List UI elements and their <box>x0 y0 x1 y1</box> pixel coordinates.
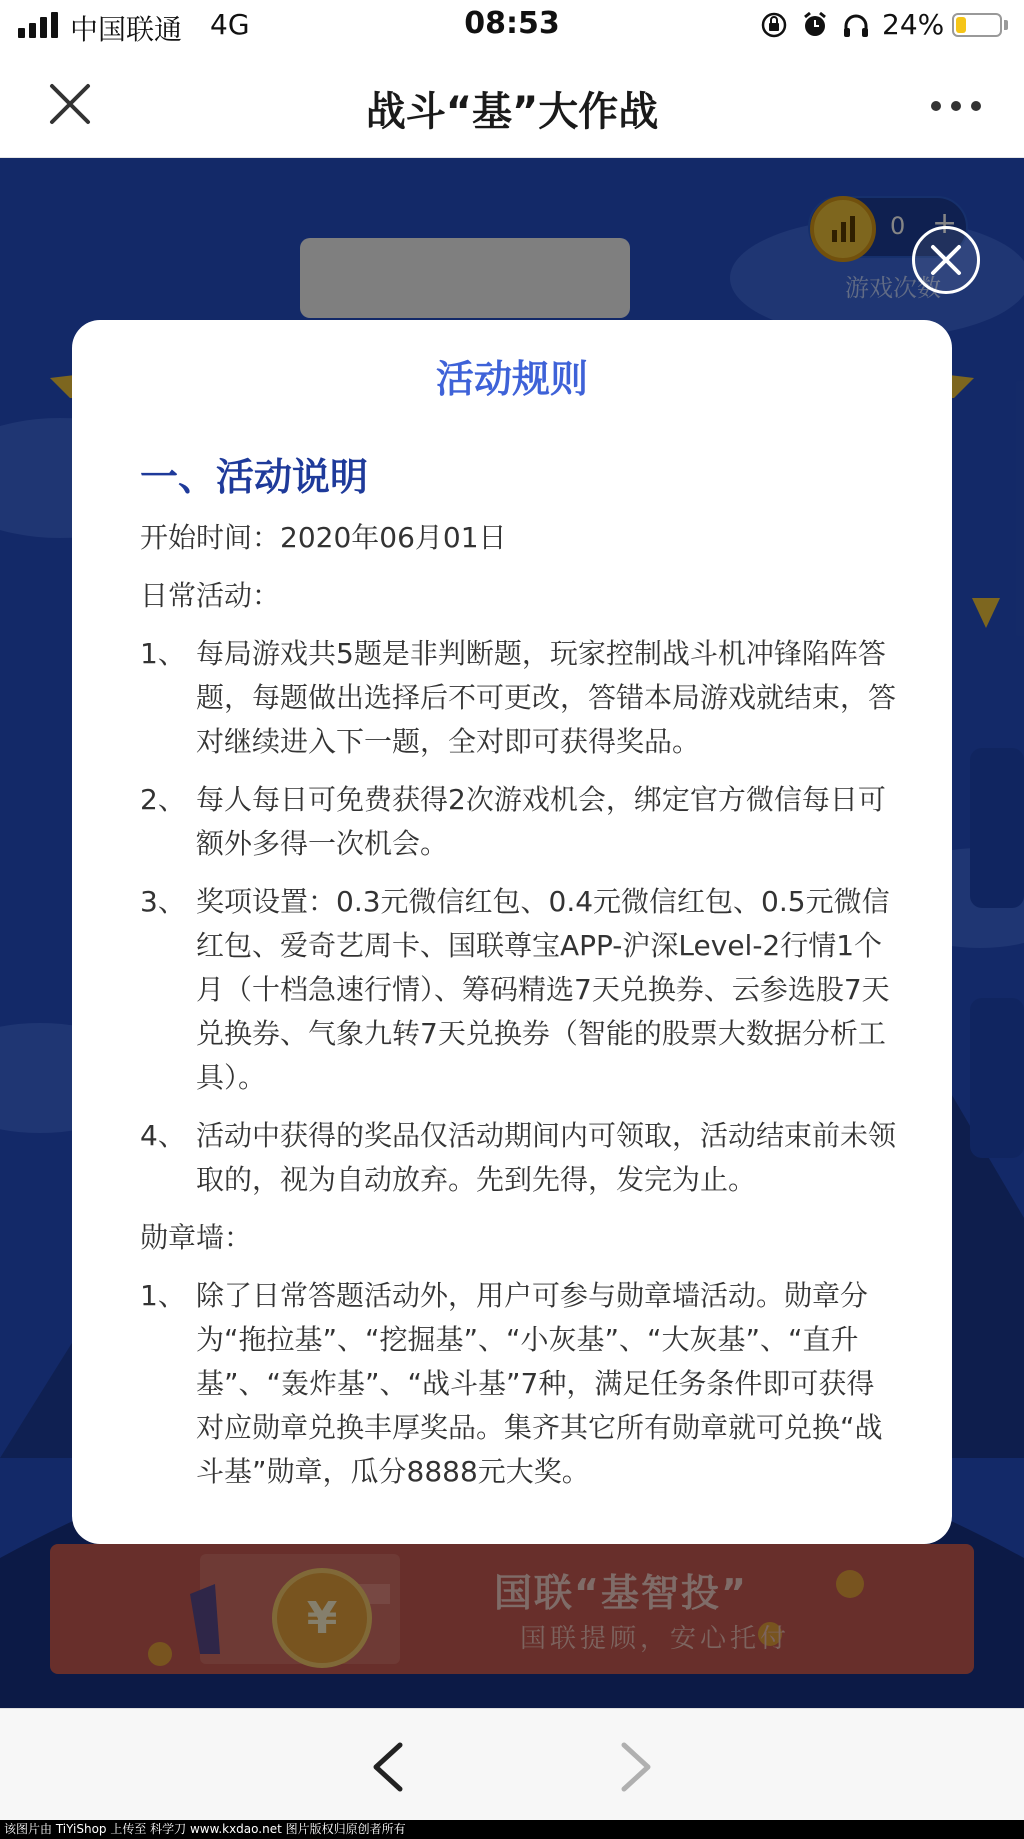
battery-level <box>956 17 966 33</box>
rule-number: 3、 <box>140 885 186 918</box>
play-count-label: 游戏次数 <box>845 274 941 302</box>
carrier-name: 中国联通 <box>70 13 183 46</box>
rule-text: 除了日常答题活动外，用户可参与勋章墙活动。勋章分为“拖拉基”、“挖掘基”、“小灰基”、“大灰基”、“直升基”、“轰炸基”、“战斗基”7种，满足任务条件即可获得对应勋章兑换丰厚奖品。集齐其它所有勋章就可兑换“战斗基”勋章，瓜分8888元大奖。 <box>196 1279 883 1488</box>
chevron-right-icon[interactable] <box>614 1739 660 1795</box>
rule-text: 奖项设置：0.3元微信红包、0.4元微信红包、0.5元微信红包、爱奇艺周卡、国联尊宝APP-沪深Level-2行情1个月（十档急速行情）、筹码精选7天兑换券、云参选股7天兑换券、气象九转7天兑换券（智能的股票大数据分析工具）。 <box>196 885 890 1094</box>
section-heading: 一、活动说明 <box>140 455 369 499</box>
page-title: 战斗“基”大作战 <box>365 89 659 135</box>
status-icons <box>760 10 870 40</box>
daily-rule-item <box>140 1114 900 1202</box>
alarm-icon <box>805 13 825 36</box>
add-play-button[interactable]: + <box>932 206 958 241</box>
browser-toolbar <box>0 1708 1024 1820</box>
rule-number: 1、 <box>140 637 186 670</box>
daily-activity-label: 日常活动： <box>140 579 281 612</box>
rule-number: 1、 <box>140 1279 186 1312</box>
medal-rule-item <box>140 1274 900 1494</box>
banner-slogan: 国联提顾，安心托付 <box>520 1624 791 1654</box>
play-count-value: 0 <box>890 212 906 240</box>
battery-tip <box>1004 20 1008 30</box>
battery-percent: 24% <box>882 8 945 41</box>
rules-body <box>140 516 900 1508</box>
headphones-icon <box>844 16 868 37</box>
status-time: 08:53 <box>464 6 560 41</box>
watermark: 该图片由 TiYiShop 上传至 科学刀 www.kxdao.net 图片版权归原创者所有 <box>0 1820 1024 1839</box>
network-type: 4G <box>210 8 250 41</box>
rule-number: 4、 <box>140 1119 186 1152</box>
rule-number: 2、 <box>140 783 186 816</box>
orientation-lock-icon <box>763 14 785 36</box>
rule-text: 活动中获得的奖品仅活动期间内可领取，活动结束前未领取的，视为自动放弃。先到先得，发完为止。 <box>196 1119 897 1196</box>
more-dots-icon[interactable] <box>926 86 986 126</box>
close-circle-icon[interactable] <box>912 226 980 294</box>
banner-title: 国联“基智投” <box>494 1571 748 1615</box>
nav-bar <box>0 52 1024 158</box>
start-time: 开始时间：2020年06月01日 <box>140 521 507 554</box>
battery-icon <box>952 13 1002 37</box>
rule-text: 每局游戏共5题是非判断题，玩家控制战斗机冲锋陷阵答题，每题做出选择后不可更改，答错本局游戏就结束，答对继续进入下一题，全对即可获得奖品。 <box>196 637 897 758</box>
rules-modal <box>72 320 952 1544</box>
yuan-coin-icon: ¥ <box>272 1568 372 1668</box>
rule-text: 每人每日可免费获得2次游戏机会，绑定官方微信每日可额外多得一次机会。 <box>196 783 886 860</box>
status-bar <box>0 0 1024 52</box>
daily-rule-item <box>140 778 900 866</box>
daily-rule-item <box>140 880 900 1100</box>
modal-title: 活动规则 <box>435 357 588 401</box>
medal-wall-label: 勋章墙： <box>140 1221 253 1254</box>
daily-rule-item <box>140 632 900 764</box>
chevron-left-icon[interactable] <box>364 1739 410 1795</box>
